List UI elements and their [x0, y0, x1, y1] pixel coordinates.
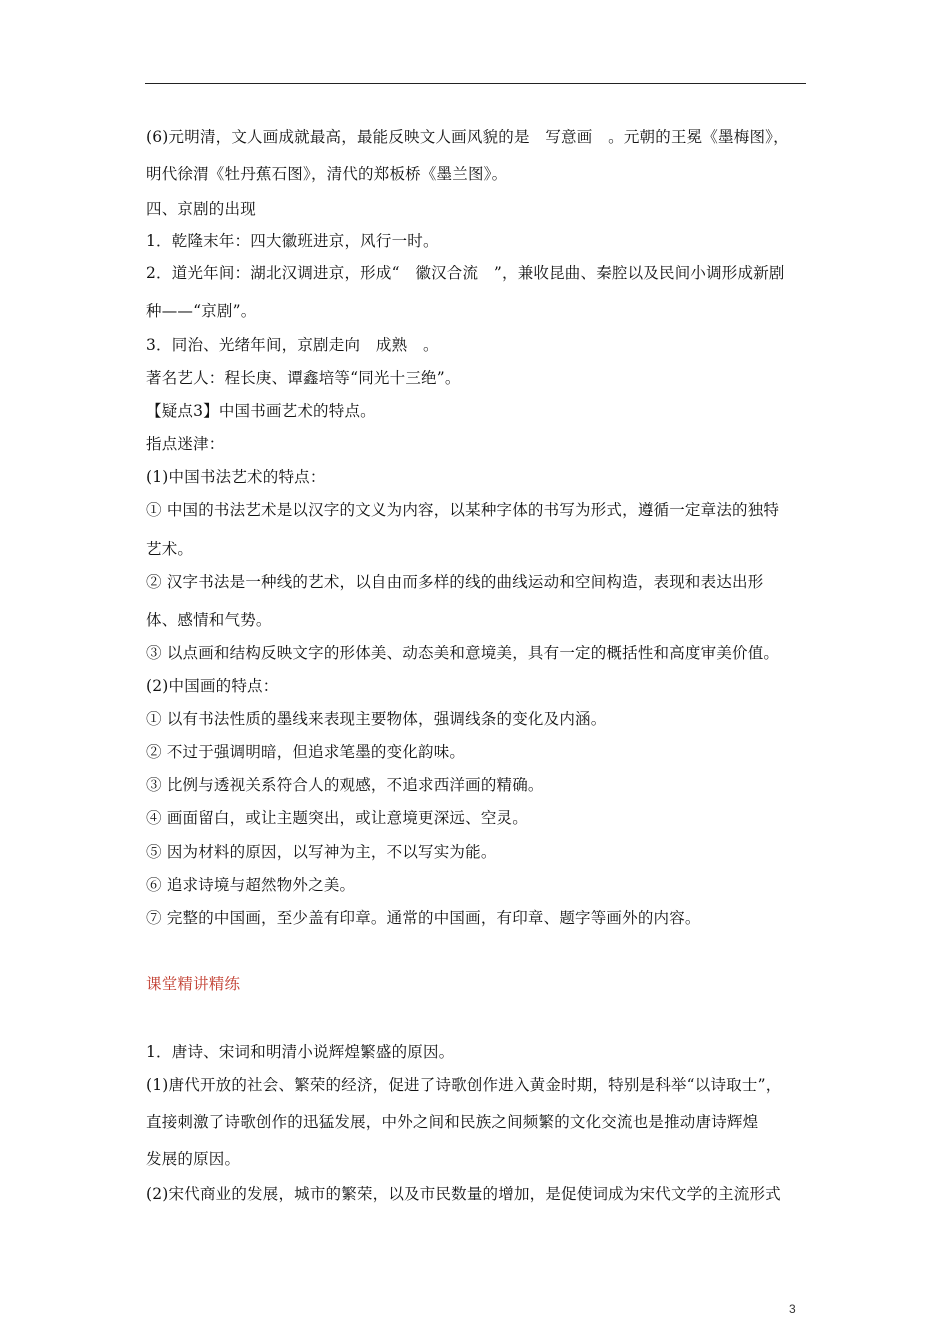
text-line: 体、感情和气势。 — [146, 611, 272, 629]
text-line: 1．唐诗、宋词和明清小说辉煌繁盛的原因。 — [146, 1043, 455, 1061]
text-line: 种——“京剧”。 — [146, 302, 257, 320]
text-line: (2)中国画的特点： — [146, 677, 279, 695]
text-line: (1)唐代开放的社会、繁荣的经济，促进了诗歌创作进入黄金时期，特别是科举“以诗取士”， — [146, 1076, 782, 1094]
text-line: (2)宋代商业的发展，城市的繁荣，以及市民数量的增加，是促使词成为宋代文学的主流形式 — [146, 1185, 781, 1203]
text-line: ③ 比例与透视关系符合人的观感，不追求西洋画的精确。 — [146, 776, 544, 794]
text-line: 指点迷津： — [146, 435, 225, 453]
text-line: (6)元明清，文人画成就最高，最能反映文人画风貌的是 写意画 。元朝的王冕《墨梅图》， — [146, 128, 789, 146]
text-line: 3．同治、光绪年间，京剧走向 成熟 。 — [146, 336, 439, 354]
page-number: 3 — [789, 1302, 796, 1316]
text-line: ⑥ 追求诗境与超然物外之美。 — [146, 876, 356, 894]
text-line: 【疑点3】中国书画艺术的特点。 — [146, 402, 376, 420]
text-line: 1．乾隆末年：四大徽班进京，风行一时。 — [146, 232, 439, 250]
text-line: 明代徐渭《牡丹蕉石图》，清代的郑板桥《墨兰图》。 — [146, 165, 508, 183]
text-line: ⑦ 完整的中国画，至少盖有印章。通常的中国画，有印章、题字等画外的内容。 — [146, 909, 701, 927]
text-line: ③ 以点画和结构反映文字的形体美、动态美和意境美，具有一定的概括性和高度审美价值。 — [146, 644, 780, 662]
text-line: 艺术。 — [146, 540, 194, 558]
text-line: ② 汉字书法是一种线的艺术，以自由而多样的线的曲线运动和空间构造，表现和表达出形 — [146, 573, 764, 591]
text-line: 发展的原因。 — [146, 1150, 241, 1168]
text-line: 2．道光年间：湖北汉调进京，形成“ 徽汉合流 ”，兼收昆曲、秦腔以及民间小调形成新剧 — [146, 264, 785, 282]
text-line: ① 以有书法性质的墨线来表现主要物体，强调线条的变化及内涵。 — [146, 710, 607, 728]
text-line: (1)中国书法艺术的特点： — [146, 468, 326, 486]
text-line: ⑤ 因为材料的原因，以写神为主，不以写实为能。 — [146, 843, 497, 861]
text-line: ④ 画面留白，或让主题突出，或让意境更深远、空灵。 — [146, 809, 528, 827]
header-rule — [145, 83, 806, 84]
text-line: ① 中国的书法艺术是以汉字的文义为内容，以某种字体的书写为形式，遵循一定章法的独特 — [146, 501, 780, 519]
section-title: 课堂精讲精练 — [146, 975, 241, 993]
text-line: ② 不过于强调明暗，但追求笔墨的变化韵味。 — [146, 743, 466, 761]
text-line: 著名艺人：程长庚、谭鑫培等“同光十三绝”。 — [146, 369, 461, 387]
text-line: 直接刺激了诗歌创作的迅猛发展，中外之间和民族之间频繁的文化交流也是推动唐诗辉煌 — [146, 1113, 759, 1131]
section-heading: 四、京剧的出现 — [146, 200, 256, 218]
